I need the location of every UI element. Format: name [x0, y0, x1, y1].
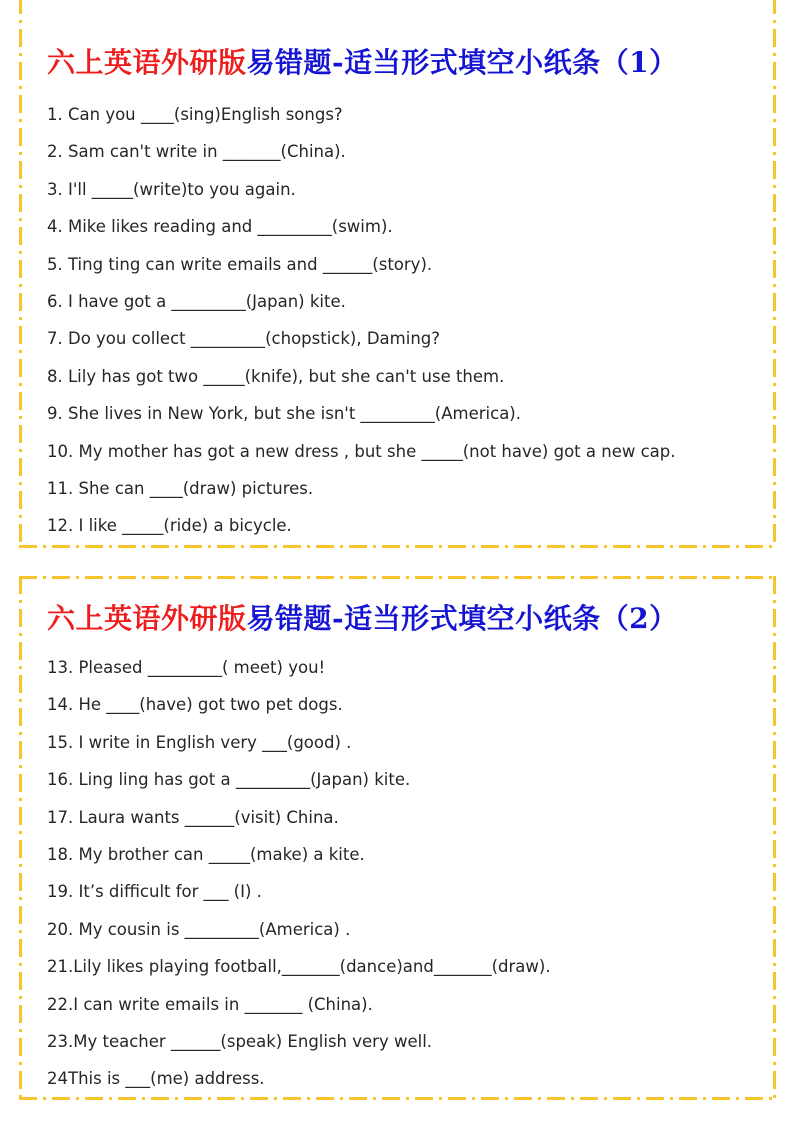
slip-title [47, 41, 678, 81]
question-item: 6. I have got a _________(Japan) kite. [47, 291, 346, 311]
question-item: 4. Mike likes reading and _________(swim). [47, 217, 393, 237]
question-item: 14. He ____(have) got two pet dogs. [47, 695, 343, 715]
question-item: 18. My brother can _____(make) a kite. [47, 844, 365, 864]
question-item: 23.My teacher ______(speak) English very well. [47, 1031, 433, 1051]
question-item: 1. Can you ____(sing)English songs? [47, 105, 343, 124]
slip-title-red: 六上英语外研版 [47, 602, 247, 635]
dashed-border-top [19, 576, 776, 579]
question-item: 16. Ling ling has got a _________(Japan) kite. [47, 770, 411, 790]
dashed-border-left [19, 0, 22, 548]
question-item: 10. My mother has got a new dress , but she _____(not have) got a new cap. [47, 441, 676, 461]
dashed-border-left [19, 576, 22, 1100]
question-list [47, 654, 551, 1103]
question-item: 7. Do you collect _________(chopstick), Daming? [47, 329, 441, 349]
question-item: 2. Sam can't write in _______(China). [47, 142, 346, 162]
question-item: 12. I like _____(ride) a bicycle. [47, 516, 292, 536]
question-item: 22.I can write emails in _______ (China). [47, 994, 373, 1014]
question-item: 11. She can ____(draw) pictures. [47, 478, 314, 498]
slip-title-blue: 易错题-适当形式填空小纸条（1） [246, 46, 678, 79]
worksheet-slip-1 [19, 0, 776, 548]
question-item: 20. My cousin is _________(America) . [47, 919, 351, 939]
dashed-border-right [773, 576, 776, 1100]
question-item: 21.Lily likes playing football,_______(dance)and_______(draw). [47, 957, 551, 977]
slip-title-blue: 易错题-适当形式填空小纸条（2） [246, 602, 678, 635]
slip-title [47, 597, 678, 637]
question-item: 3. I'll _____(write)to you again. [47, 179, 296, 199]
worksheet-slip-2 [19, 576, 776, 1100]
question-item: 17. Laura wants ______(visit) China. [47, 807, 339, 827]
question-item: 13. Pleased _________( meet) you! [47, 658, 326, 677]
question-list [47, 101, 675, 550]
question-item: 9. She lives in New York, but she isn't _________(America). [47, 404, 521, 424]
question-item: 5. Ting ting can write emails and ______(story). [47, 254, 433, 274]
dashed-border-right [773, 0, 776, 548]
question-item: 8. Lily has got two _____(knife), but she can't use them. [47, 366, 505, 386]
slip-title-red: 六上英语外研版 [47, 46, 247, 79]
question-item: 19. It’s difficult for ___ (I) . [47, 882, 262, 902]
question-item: 15. I write in English very ___(good) . [47, 732, 352, 752]
question-item: 24This is ___(me) address. [47, 1069, 265, 1089]
